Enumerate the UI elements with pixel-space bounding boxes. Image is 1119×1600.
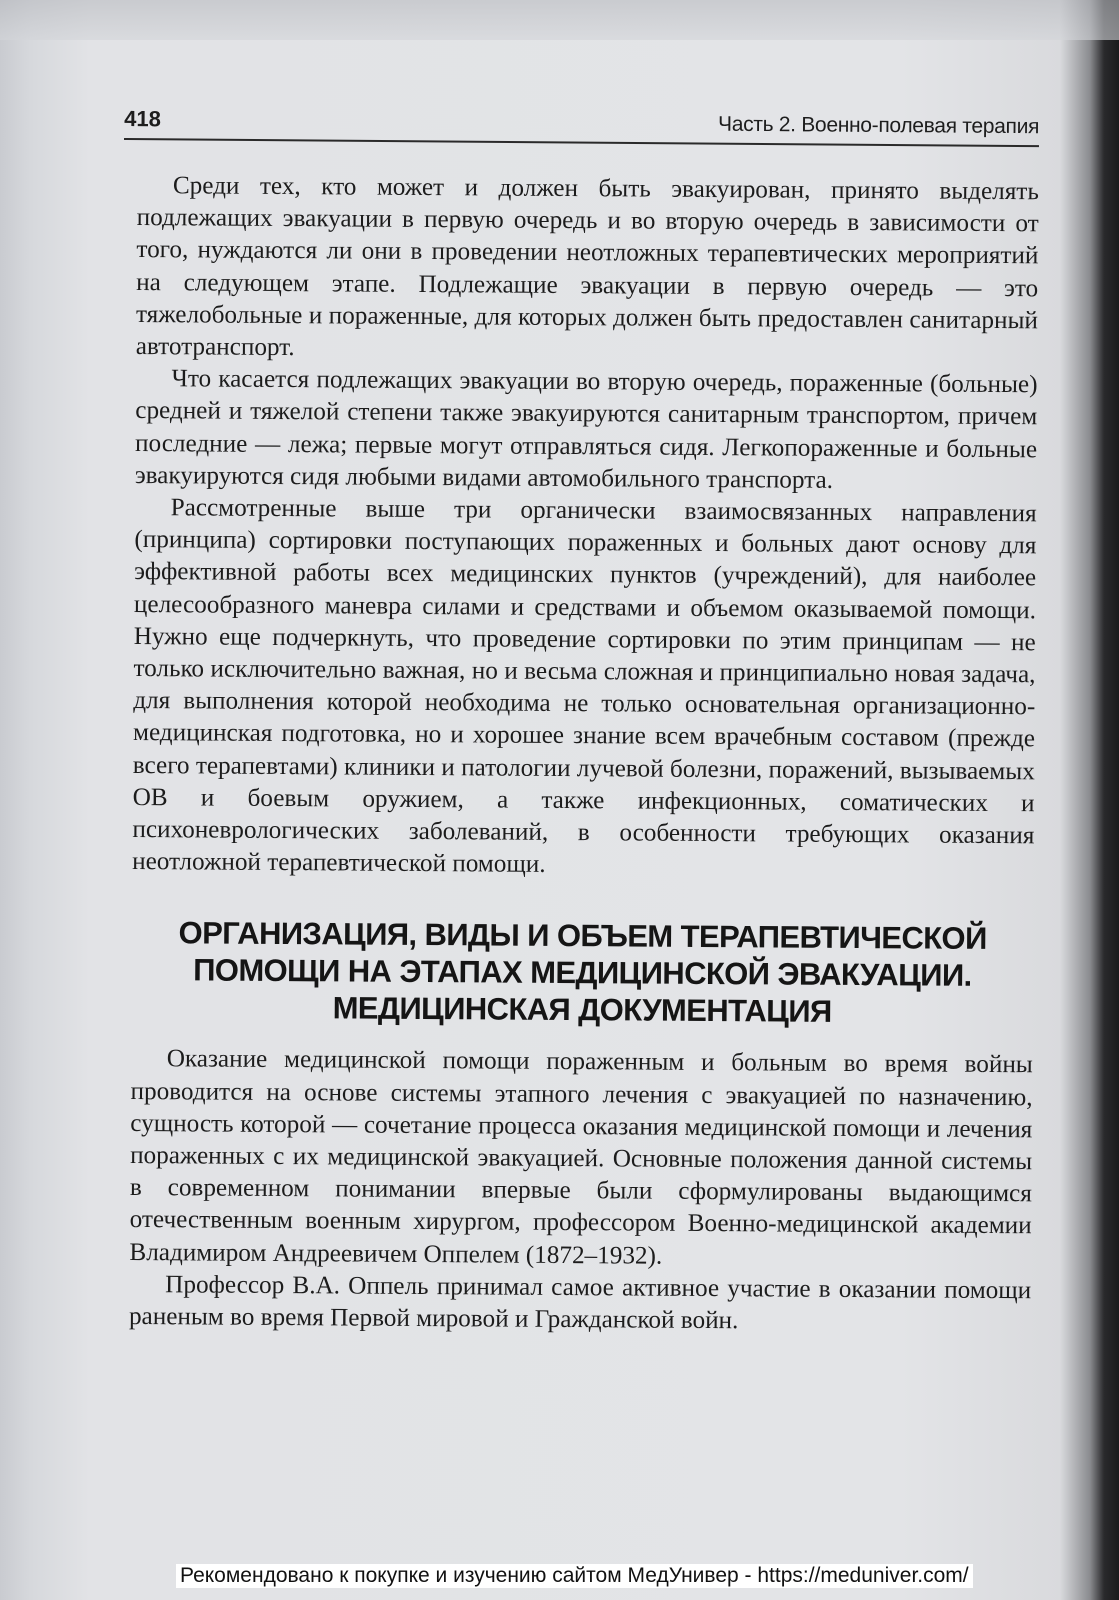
paragraph: Оказание медицинской помощи пораженным и больным во время войны проводится на основе системы этапного лечения с эвакуацией по назначению, сущность которой — сочетание процесса оказания медицинской помощи и лечения пораженных с их медицинской эвакуацией. Основные положения данной системы в современном понимании впервые были сформулированы выдающимся отечественным военным хирургом, профессором Военно-медицинской академии Владимиром Андреевичем Оппелем (1872–1932). [129, 1045, 1033, 1270]
chapter-heading [131, 914, 1034, 1031]
paragraph: Профессор В.А. Оппель принимал самое активное участие в оказании помощи раненым во время Первой мировой и Гражданской войн. [128, 1271, 1032, 1335]
paragraph: Среди тех, кто может и должен быть эвакуирован, принято выделять подлежащих эвакуации в первую очередь и во вторую очередь в зависимости от того, нуждаются ли они в проведении неотложных терапевтических мероприятий на следующем этапе. Подлежащие эвакуации в первую очередь — это тяжелобольные и пораженные, для которых должен быть предоставлен санитарный автотранспорт. [135, 172, 1039, 362]
running-header [124, 100, 1039, 147]
paragraph: Рассмотренные выше три органически взаимосвязанных направления (принципа) сортировки поступающих пораженных и больных дают основу для эффективной работы всех медицинских пунктов (учреждений), для наиболее целесообразного маневра силами и средствами и объемом оказываемой помощи. Нужно еще подчеркнуть, что проведение сортировки по этим принципам — не только исключительно важная, но и весьма сложная и принципиально новая задача, для выполнения которой необходима не только основательная организационно-медицинская подготовка, но и хорошее знание всем врачебным составом (прежде всего терапевтами) клиники и патологии лучевой болезни, поражений, вызываемых ОВ и боевым оружием, а также инфекционных, соматических и психоневрологических заболеваний, в особенности требующих оказания неотложной терапевтической помощи. [132, 494, 1037, 879]
body-text [129, 170, 1039, 1340]
chapter-heading-line: МЕДИЦИНСКАЯ ДОКУМЕНТАЦИЯ [332, 990, 832, 1030]
chapter-heading-line: ОРГАНИЗАЦИЯ, ВИДЫ И ОБЪЕМ ТЕРАПЕВТИЧЕСКОЙ [178, 915, 987, 957]
chapter-heading-line: ПОМОЩИ НА ЭТАПАХ МЕДИЦИНСКОЙ ЭВАКУАЦИИ. [193, 952, 972, 994]
page-number: 418 [124, 106, 161, 132]
section-title: Часть 2. Военно-полевая терапия [717, 112, 1040, 139]
footer-watermark-link[interactable]: Рекомендовано к покупке и изучению сайтом МедУнивер - https://meduniver.com/ [176, 1564, 973, 1588]
paragraph: Что касается подлежащих эвакуации во вторую очередь, пораженные (больные) средней и тяжелой степени также эвакуируются санитарным транспортом, причем последние — лежа; первые могут отправляться сидя. Легкопораженные и больные эвакуируются сидя любыми видами автомобильного транспорта. [134, 365, 1038, 494]
